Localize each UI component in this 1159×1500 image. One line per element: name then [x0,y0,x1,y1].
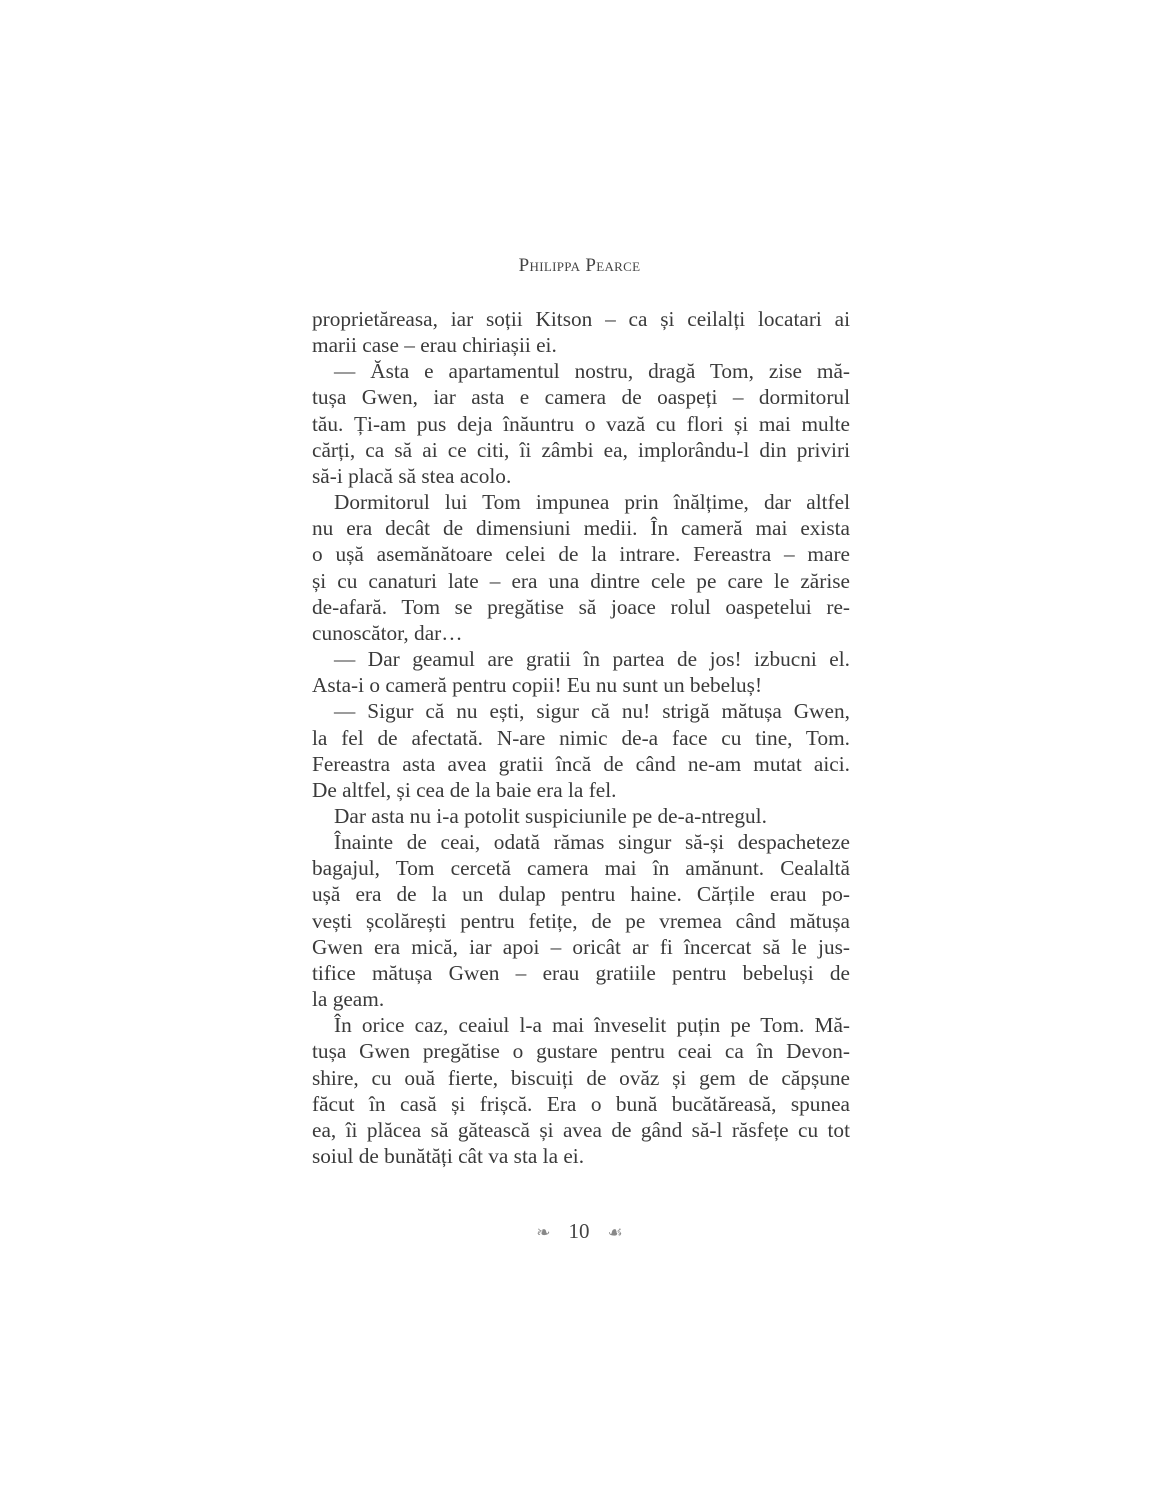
text-line: Înainte de ceai, odată rămas singur să-și despacheteze [334,830,850,855]
text-line: Asta-i o cameră pentru copii! Eu nu sunt un bebeluș! [312,673,763,698]
text-line: tifice mătușa Gwen – erau gratiile pentru bebeluși de [312,960,850,985]
text-line: proprietăreasa, iar soții Kitson – ca și ceilalți locatari ai [312,307,850,331]
text-line: cunoscător, dar… [312,620,463,645]
text-line: ușă era de la un dulap pentru haine. Cărțile erau po- [312,882,850,907]
text-line: și cu canaturi late – era una dintre cele pe care le zărise [312,568,850,593]
text-line: să-i placă să stea acolo. [312,463,512,488]
text-line: de-afară. Tom se pregătise să joace rolul oaspetelui re- [312,594,850,619]
ornament-right-icon: ☙ [607,1223,623,1242]
ornament-left-icon: ❧ [536,1223,551,1242]
text-line: ea, îi plăcea să gătească și avea de gând să-l răsfețe cu tot [312,1117,850,1142]
text-line: cărți, ca să ai ce citi, îi zâmbi ea, implorându-l din priviri [312,437,850,462]
text-line: Dar asta nu i-a potolit suspiciunile pe de-a-ntregul. [334,803,767,828]
text-line: nu era decât de dimensiuni medii. În cameră mai exista [312,516,850,541]
body-text [312,306,850,1169]
text-line: la fel de afectată. N-are nimic de-a face cu tine, Tom. [312,725,850,750]
page-number: 10 [568,1219,590,1243]
page-folio [0,1219,1159,1244]
text-line: tușa Gwen, iar asta e camera de oaspeți – dormitorul [312,385,850,410]
text-line: shire, cu ouă fierte, biscuiți de ovăz și gem de căpșune [312,1065,850,1090]
text-line: Gwen era mică, iar apoi – oricât ar fi încercat să le jus- [312,934,850,959]
text-line: Dormitorul lui Tom impunea prin înălțime, dar altfel [334,490,850,515]
text-line: marii case – erau chiriașii ei. [312,333,557,358]
running-head: Philippa Pearce [518,255,641,276]
text-line: o ușă asemănătoare celei de la intrare. Fereastra – mare [312,542,850,567]
text-line: tușa Gwen pregătise o gustare pentru ceai ca în Devon- [312,1039,850,1064]
text-line: Fereastra asta avea gratii încă de când ne-am mutat aici. [312,751,850,776]
text-line: tău. Ți-am pus deja înăuntru o vază cu flori și mai multe [312,411,850,436]
text-line: — Sigur că nu ești, sigur că nu! strigă mătușa Gwen, [334,699,850,724]
text-line: bagajul, Tom cercetă camera mai în amănunt. Cealaltă [312,856,850,881]
text-line: În orice caz, ceaiul l-a mai înveselit puțin pe Tom. Mă- [334,1013,850,1038]
text-line: vești școlărești pentru fetițe, de pe vremea când mătușa [312,908,850,933]
text-line: — Dar geamul are gratii în partea de jos! izbucni el. [334,647,850,672]
text-line: — Ăsta e apartamentul nostru, dragă Tom, zise mă- [334,359,850,384]
text-line: la geam. [312,987,385,1012]
text-line: De altfel, și cea de la baie era la fel. [312,777,617,802]
text-line: făcut în casă și frișcă. Era o bună bucătăreasă, spunea [312,1091,850,1116]
text-line: soiul de bunătăți cât va sta la ei. [312,1144,585,1168]
